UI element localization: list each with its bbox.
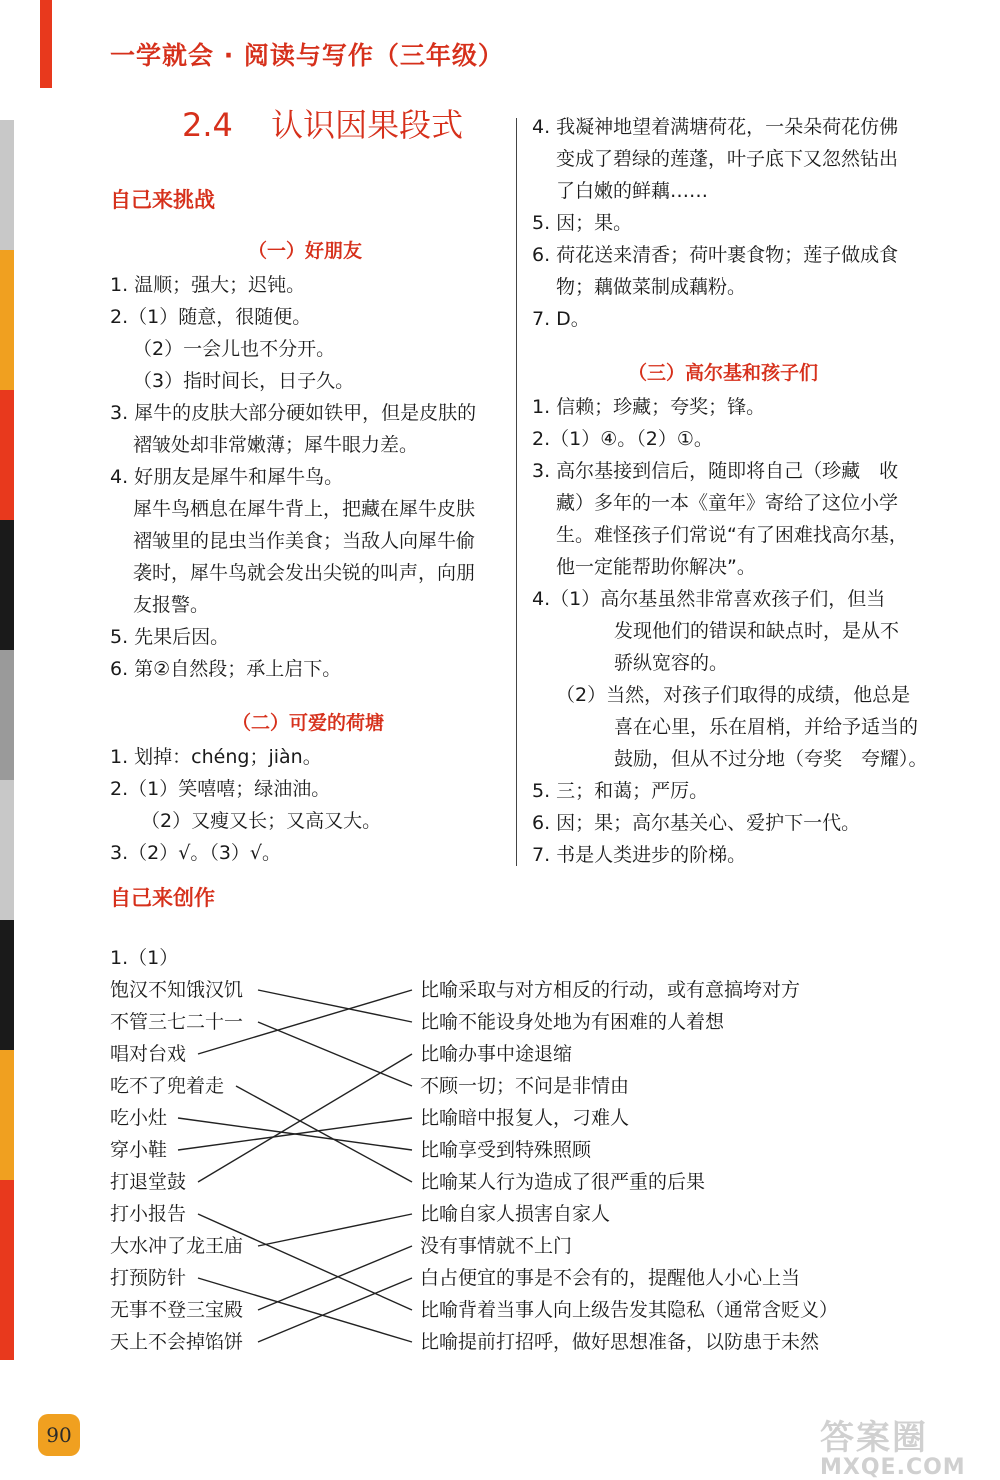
match-connector [258,990,412,1022]
answer-line: 友报警。 [133,594,210,616]
answer-line: 6. 第②自然段；承上启下。 [110,658,342,680]
answer-line: 犀牛鸟栖息在犀牛背上，把藏在犀牛皮肤 [133,498,476,520]
match-connector [236,1086,412,1182]
answer-line: 5. 先果后因。 [110,626,230,648]
meaning-item: 比喻某人行为造成了很严重的后果 [420,1171,706,1193]
answer-line: 7. D。 [532,308,590,330]
answer-line: （2）一会儿也不分开。 [133,338,336,360]
match-connector [258,1214,412,1246]
answer-line: 发现他们的错误和缺点时，是从不 [614,620,900,642]
idiom-item: 穿小鞋 [110,1139,168,1161]
answer-line: 鼓励，但从不过分地（夸奖 夸耀）。 [614,748,928,770]
idiom-item: 天上不会掉馅饼 [110,1331,244,1353]
create-heading: 自己来创作 [110,886,215,910]
match-connector [258,1022,412,1086]
answer-line: 变成了碧绿的莲蓬，叶子底下又忽然钻出 [556,148,899,170]
part3-title: （三）高尔基和孩子们 [628,362,819,384]
create-intro: 1.（1） [110,947,179,969]
answer-line: 他一定能帮助你解决”。 [556,556,756,578]
idiom-item: 唱对台戏 [110,1043,187,1065]
watermark [820,1410,990,1480]
meaning-item: 比喻提前打招呼，做好思想准备，以防患于未然 [420,1331,820,1353]
match-connector [258,1278,412,1342]
idiom-item: 无事不登三宝殿 [110,1299,244,1321]
answer-line: 3. 高尔基接到信后，随即将自己（珍藏 收 [532,460,899,482]
meaning-item: 比喻自家人损害自家人 [420,1203,611,1225]
idiom-item: 不管三七二十一 [110,1011,244,1033]
answer-line: 褶皱里的昆虫当作美食；当敌人向犀牛偷 [133,530,476,552]
answer-line: 6. 因；果；高尔基关心、爱护下一代。 [532,812,861,834]
meaning-item: 比喻背着当事人向上级告发其隐私（通常含贬义） [420,1299,839,1321]
answer-line: 7. 书是人类进步的阶梯。 [532,844,747,866]
idiom-item: 大水冲了龙王庙 [110,1235,244,1257]
idiom-item: 打预防针 [110,1267,187,1289]
answer-line: 4. 我凝神地望着满塘荷花，一朵朵荷花仿佛 [532,116,899,138]
answer-line: 3. 犀牛的皮肤大部分硬如铁甲，但是皮肤的 [110,402,477,424]
idiom-item: 吃不了兜着走 [110,1075,225,1097]
answer-line: 物；藕做菜制成藕粉。 [556,276,747,298]
book-title: 一学就会 · 阅读与写作（三年级） [110,41,504,70]
meaning-item: 比喻不能设身处地为有困难的人着想 [420,1011,725,1033]
idiom-item: 吃小灶 [110,1107,168,1129]
answer-line: 6. 荷花送来清香；荷叶裹食物；莲子做成食 [532,244,899,266]
answer-line: 4.（1）高尔基虽然非常喜欢孩子们，但当 [532,588,886,610]
section-name: 认识因果段式 [271,106,464,144]
answer-line: 2.（1）④。（2）①。 [532,428,713,450]
answer-line: 喜在心里，乐在眉梢，并给予适当的 [614,716,919,738]
answer-line: 藏）多年的一本《童年》寄给了这位小学 [556,492,899,514]
answer-line: 3.（2）√。（3）√。 [110,842,282,864]
meaning-item: 比喻暗中报复人，刁难人 [420,1107,630,1129]
idiom-item: 打退堂鼓 [110,1171,187,1193]
answer-line: 了白嫩的鲜藕…… [556,180,709,202]
watermark-logo: 答案圈 [820,1418,928,1458]
match-connector [198,1054,412,1182]
meaning-item: 没有事情就不上门 [420,1235,573,1257]
part1-title: （一）好朋友 [248,240,363,262]
match-connector [198,1214,412,1310]
answer-line: 褶皱处却非常嫩薄；犀牛眼力差。 [133,434,419,456]
meaning-item: 比喻享受到特殊照顾 [420,1139,592,1161]
answer-line: 2.（1）笑嘻嘻；绿油油。 [110,778,331,800]
idiom-item: 饱汉不知饿汉饥 [110,979,244,1001]
answer-line: 1. 温顺；强大；迟钝。 [110,274,306,296]
answer-line: （3）指时间长，日子久。 [133,370,355,392]
answer-line: （2）又瘦又长；又高又大。 [141,810,382,832]
answer-line: 1. 信赖；珍藏；夸奖；锋。 [532,396,766,418]
meaning-item: 比喻办事中途退缩 [420,1043,573,1065]
part2-title: （二）可爱的荷塘 [232,712,385,734]
answer-line: 5. 因；果。 [532,212,633,234]
answer-line: 4. 好朋友是犀牛和犀牛鸟。 [110,466,344,488]
challenge-heading: 自己来挑战 [110,188,215,212]
page-number: 90 [38,1414,80,1456]
answer-line: 1. 划掉：chéng；jiàn。 [110,746,322,768]
meaning-item: 比喻采取与对方相反的行动，或有意搞垮对方 [420,979,801,1001]
meaning-item: 不顾一切；不问是非情由 [420,1075,630,1097]
answer-line: 生。难怪孩子们常说“有了困难找高尔基， [556,524,908,546]
meaning-item: 白占便宜的事是不会有的，提醒他人小心上当 [420,1267,801,1289]
answer-line: 5. 三；和蔼；严厉。 [532,780,709,802]
answer-line: 骄纵宽容的。 [614,652,729,674]
watermark-url: MXQE.COM [820,1455,966,1480]
answer-line: 2.（1）随意，很随便。 [110,306,312,328]
section-number: 2.4 [182,106,233,144]
answer-line: 袭时，犀牛鸟就会发出尖锐的叫声，向朋 [133,562,476,584]
idiom-item: 打小报告 [110,1203,187,1225]
answer-line: （2）当然，对孩子们取得的成绩，他总是 [556,684,911,706]
